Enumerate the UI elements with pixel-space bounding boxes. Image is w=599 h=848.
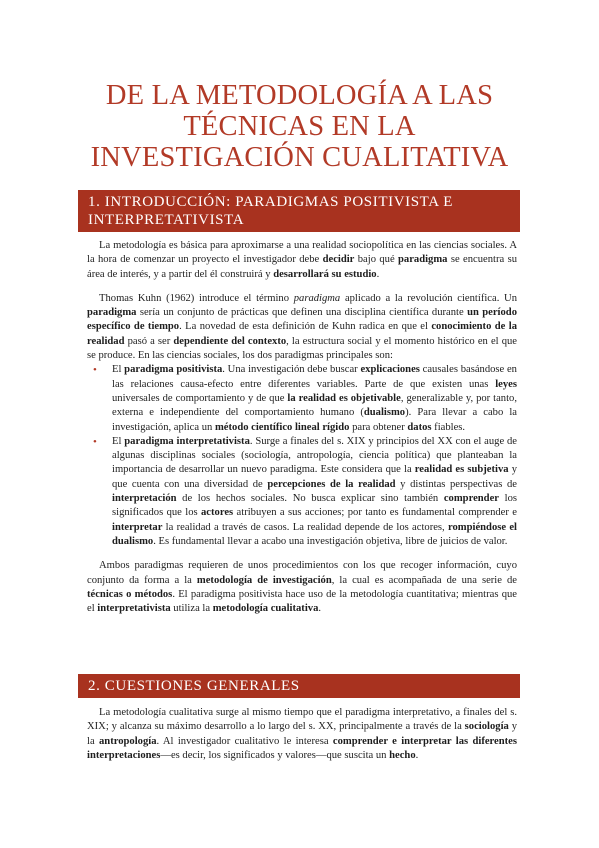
text-run: . El paradigma positivista hace uso de la metodología cuantitativa; mientras que el bbox=[87, 588, 517, 615]
title-line-1: DE LA METODOLOGÍA A LAS bbox=[105, 80, 494, 111]
bold-term: hecho bbox=[389, 749, 416, 761]
text-run: . Una investigación debe buscar bbox=[222, 364, 361, 376]
bold-term: paradigma interpretativista bbox=[124, 435, 250, 447]
bold-term: metodología cualitativa bbox=[212, 603, 319, 615]
bold-term: sociología bbox=[464, 721, 509, 733]
text-run: atribuyen a sus acciones; por tanto es fundamental comprender e bbox=[233, 507, 517, 519]
text-run: . La novedad de esta definición de Kuhn radica en que el bbox=[179, 321, 432, 333]
section-heading-introduccion bbox=[78, 190, 520, 232]
bold-term: paradigma bbox=[87, 307, 137, 319]
bold-term: interpretativista bbox=[97, 603, 171, 615]
bold-term: datos bbox=[407, 421, 432, 433]
title-line-3: INVESTIGACIÓN CUALITATIVA bbox=[90, 142, 509, 173]
bold-term: antropología bbox=[99, 735, 157, 747]
text-run: , generalizable y, por tanto, externa e independiente del comportamiento humano ( bbox=[112, 392, 517, 419]
text-run: . bbox=[376, 268, 380, 280]
text-run: pasó a ser bbox=[124, 335, 174, 347]
text-run: El bbox=[112, 435, 125, 447]
text-run: de los hechos sociales. No busca explicar sino también bbox=[176, 493, 444, 505]
text-run: , la estructura social y el momento histórico en el que se produce. En las ciencias sociales, los dos paradigmas principales son: bbox=[87, 335, 517, 362]
section-body-cuestiones-generales bbox=[87, 706, 517, 763]
italic-term: paradigma bbox=[293, 292, 341, 304]
bold-term: percepciones de la realidad bbox=[267, 478, 396, 490]
bold-term: la realidad es objetivable bbox=[287, 392, 401, 404]
section-heading-cuestiones-generales bbox=[78, 674, 520, 698]
bold-term: decidir bbox=[322, 254, 355, 266]
bullet-icon: • bbox=[93, 364, 97, 377]
list-item bbox=[87, 363, 517, 434]
bold-term: dualismo bbox=[363, 407, 406, 419]
bold-term: paradigma bbox=[398, 254, 448, 266]
bold-term: desarrollará su estudio bbox=[273, 268, 377, 280]
text-run: bajo qué bbox=[354, 254, 399, 266]
bold-term: un período específico de tiempo bbox=[87, 307, 517, 333]
text-run: El bbox=[112, 364, 125, 376]
list-item bbox=[87, 435, 517, 549]
text-run: —es decir, los significados y valores—que suscita un bbox=[160, 749, 390, 761]
bold-term: técnicas o métodos bbox=[87, 588, 173, 600]
text-run: universales de comportamiento y de que bbox=[112, 392, 288, 404]
text-run: utiliza la bbox=[170, 603, 213, 615]
text-run: y distintas perspectivas de bbox=[395, 478, 517, 490]
bold-term: conocimiento de la realidad bbox=[87, 321, 517, 347]
text-run: se encuentra su área de interés, y a partir del él construirá y bbox=[87, 254, 517, 280]
bold-term: comprender e interpretar las diferentes interpretaciones bbox=[87, 735, 518, 761]
text-run: Ambos paradigmas requieren de unos procedimientos con los que recoger información, cuyo conjunto da forma a la bbox=[87, 560, 517, 586]
text-run: ). Para llevar a cabo la investigación, aplica un bbox=[112, 407, 518, 433]
text-run: La metodología es básica para aproximarse a una realidad sociopolítica en las ciencias sociales. A la hora de comenzar un proyecto el investigador debe bbox=[87, 240, 517, 266]
bold-term: actores bbox=[201, 507, 234, 519]
paragraph bbox=[87, 706, 517, 763]
section-heading-line-1: 2. CUESTIONES GENERALES bbox=[88, 678, 300, 694]
text-run: sería un conjunto de prácticas que definen una disciplina científica durante bbox=[136, 307, 468, 319]
text-run: aplicado a la revolución científica. Un bbox=[340, 292, 517, 304]
bold-term: interpretar bbox=[112, 521, 163, 533]
text-run: . Es fundamental llevar a acabo una investigación objetiva, libre de juicios de valor. bbox=[153, 535, 508, 547]
text-run: fiables. bbox=[431, 421, 466, 433]
text-run: para obtener bbox=[349, 421, 408, 433]
text-run: la realidad a través de casos. La realidad depende de los actores, bbox=[162, 521, 448, 533]
paragraph bbox=[87, 559, 517, 616]
text-run: causales basándose en las relaciones causa-efecto entre diferentes variables. Parte de que existen unas bbox=[112, 364, 517, 390]
paragraph bbox=[87, 292, 517, 363]
text-run: los significados que los bbox=[112, 493, 517, 519]
bold-term: comprender bbox=[443, 493, 499, 505]
bold-term: realidad es subjetiva bbox=[414, 464, 509, 476]
section-heading-line-2: INTERPRETATIVISTA bbox=[88, 212, 245, 228]
text-run: Thomas Kuhn (1962) introduce el término bbox=[99, 292, 294, 304]
title-line-2: TÉCNICAS EN LA bbox=[183, 111, 416, 142]
bold-term: paradigma positivista bbox=[124, 364, 223, 376]
text-run: . bbox=[318, 603, 322, 615]
text-run: , la cual es acompañada de una serie de bbox=[331, 574, 517, 586]
bold-term: leyes bbox=[495, 378, 517, 390]
paragraph bbox=[87, 239, 517, 282]
text-run: y la bbox=[87, 721, 517, 747]
document-title bbox=[60, 80, 539, 173]
text-run: y que cuenta con una diversidad de bbox=[112, 464, 517, 490]
bold-term: interpretación bbox=[112, 493, 177, 505]
paradigm-list bbox=[87, 363, 517, 549]
text-run: . bbox=[415, 749, 419, 761]
text-run: . Al investigador cualitativo le interesa bbox=[156, 735, 333, 747]
bold-term: explicaciones bbox=[360, 364, 420, 376]
text-run: La metodología cualitativa surge al mismo tiempo que el paradigma interpretativo, a finales del s. XIX; y alcanza su máximo desarrollo a lo largo del s. XX, principalmente a través de la bbox=[87, 707, 517, 733]
section-body-introduccion bbox=[87, 239, 517, 616]
bold-term: rompiéndose el dualismo bbox=[112, 521, 517, 547]
bold-term: método científico lineal rígido bbox=[214, 421, 350, 433]
section-heading-line-1: 1. INTRODUCCIÓN: PARADIGMAS POSITIVISTA E bbox=[88, 194, 453, 210]
text-run: . Surge a finales del s. XIX y principios del XX con el auge de algunas disciplinas sociales (sociología, antropología, ciencia política) que planteaban la importancia de desarrollar un nuevo paradigma. Este considera que la bbox=[112, 435, 517, 476]
bold-term: metodología de investigación bbox=[196, 574, 332, 586]
bold-term: dependiente del contexto bbox=[173, 335, 287, 347]
bullet-icon: • bbox=[93, 435, 97, 448]
